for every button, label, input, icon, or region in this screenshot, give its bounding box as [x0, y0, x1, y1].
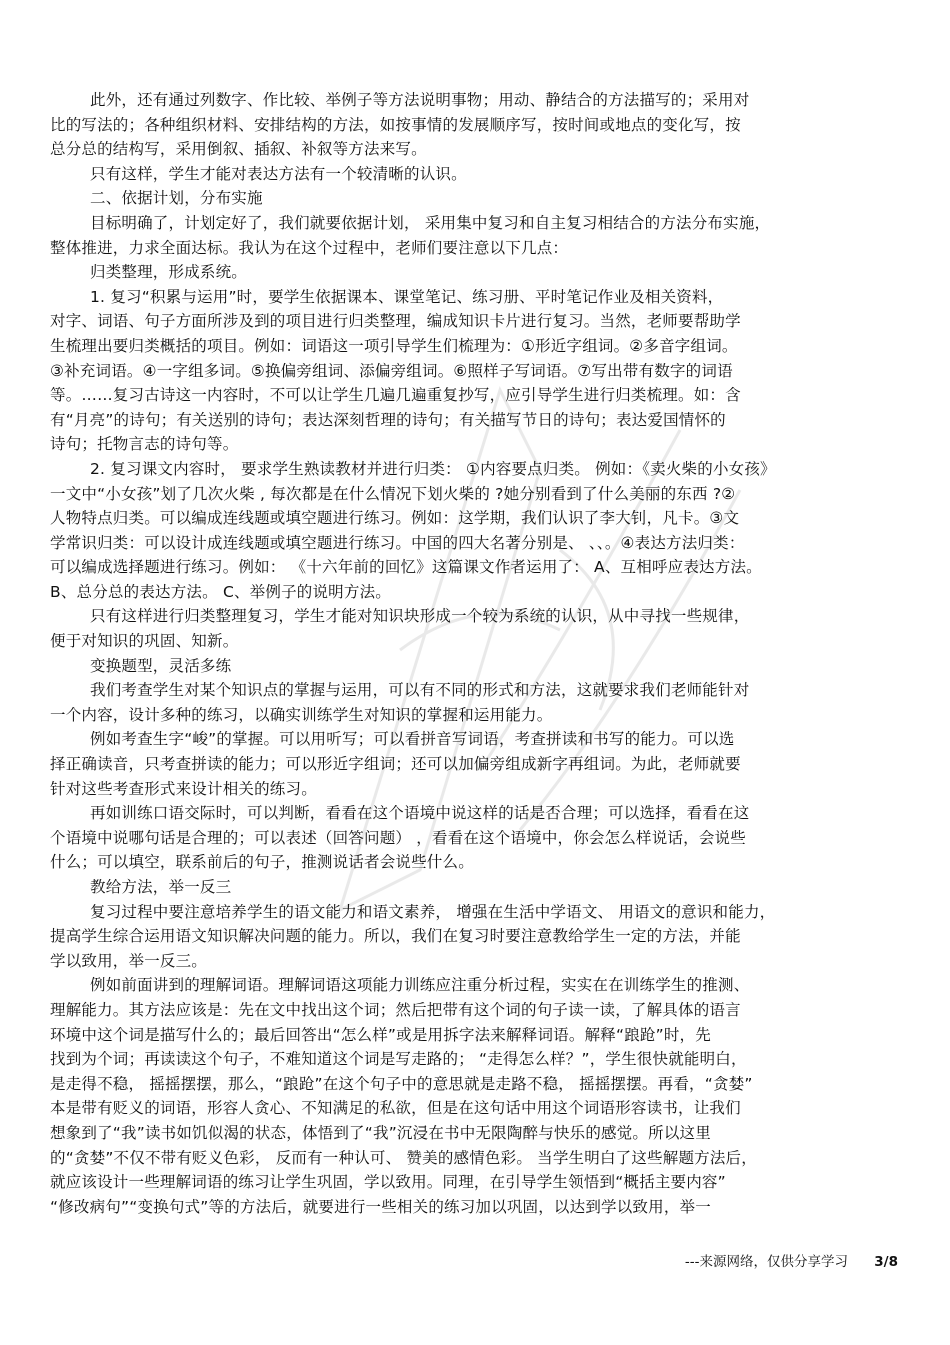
text-line: B、总分总的表达方法。 C、举例子的说明方法。 — [50, 582, 391, 601]
text-line: 对字、词语、句子方面所涉及到的项目进行归类整理，编成知识卡片进行复习。当然，老师要帮助学 — [50, 312, 741, 331]
text-line: 复习过程中要注意培养学生的语文能力和语文素养， 增强在生活中学语文、 用语文的意识和能力， — [90, 902, 776, 921]
text-line: 择正确读音，只考查拼读的能力；可以形近字组词；还可以加偏旁组成新字再组词。为此，老师就要 — [50, 755, 741, 774]
text-line: 想象到了“我”读书如饥似渴的状态，体悟到了“我”沉浸在书中无限陶醉与快乐的感觉。所以这里 — [50, 1123, 711, 1142]
text-line: 此外，还有通过列数字、作比较、举例子等方法说明事物；用动、静结合的方法描写的；采用对 — [90, 91, 750, 109]
text-line: 的“贪婪”不仅不带有贬义色彩， 反而有一种认可、 赞美的感情色彩。 当学生明白了这些解题方法后， — [50, 1148, 757, 1167]
text-line: 提高学生综合运用语文知识解决问题的能力。所以，我们在复习时要注意教给学生一定的方法，并能 — [50, 927, 741, 946]
text-line: 比的写法的；各种组织材料、安排结构的方法，如按事情的发展顺序写，按时间或地点的变化写，按 — [50, 115, 741, 134]
text-line: 只有这样进行归类整理复习，学生才能对知识块形成一个较为系统的认识，从中寻找一些规律， — [90, 607, 750, 626]
text-line: 一个内容，设计多种的练习，以确实训练学生对知识的掌握和运用能力。 — [50, 705, 553, 724]
text-line: 什么；可以填空，联系前后的句子，推测说话者会说些什么。 — [50, 853, 474, 872]
text-line: 总分总的结构写，采用倒叙、插叙、补叙等方法来写。 — [50, 140, 427, 159]
text-line: 学以致用，举一反三。 — [50, 951, 208, 970]
text-line: 例如前面讲到的理解词语。理解词语这项能力训练应注重分析过程，实实在在训练学生的推测、 — [90, 976, 750, 995]
text-line: 针对这些考查形式来设计相关的练习。 — [50, 779, 317, 798]
text-line: 可以编成选择题进行练习。例如： 《十六年前的回忆》这篇课文作者运用了： A、互相呼应表达方法。 — [50, 558, 762, 577]
text-line: 一文中“小女孩”划了几次火柴 , 每次都是在什么情况下划火柴的 ?她分别看到了什么美丽的东西 ?② — [50, 484, 736, 503]
section-heading: 二、依据计划，分布实施 — [90, 189, 263, 208]
text-line: 就应该设计一些理解词语的练习让学生巩固，学以致用。同理，在引导学生领悟到“概括主要内容” — [50, 1173, 726, 1192]
text-line: “修改病句”“变换句式”等的方法后，就要进行一些相关的练习加以巩固，以达到学以致用，举一 — [50, 1197, 711, 1216]
text-line: 有“月亮”的诗句；有关送别的诗句；表达深刻哲理的诗句；有关描写节日的诗句；表达爱国情怀的 — [50, 410, 726, 429]
text-line: 本是带有贬义的词语，形容人贪心、不知满足的私欲，但是在这句话中用这个词语形容读书，让我们 — [50, 1099, 741, 1118]
text-line: 人物特点归类。可以编成连线题或填空题进行练习。例如：这学期，我们认识了李大钊，凡卡。③文 — [50, 509, 740, 528]
text-line: ③补充词语。④一字组多词。⑤换偏旁组词、添偏旁组词。⑥照样子写词语。⑦写出带有数字的词语 — [50, 361, 733, 380]
text-line: 诗句；托物言志的诗句等。 — [50, 435, 239, 454]
page-number: 3/8 — [874, 1254, 898, 1270]
text-line: 1. 复习“积累与运用”时，要学生依据课本、课堂笔记、练习册、平时笔记作业及相关资料， — [90, 287, 724, 306]
text-line: 学常识归类：可以设计成连线题或填空题进行练习。中国的四大名著分别是、 、、。④表达方法归类： — [50, 533, 745, 552]
text-line: 个语境中说哪句话是合理的；可以表述（回答问题） ，看看在这个语境中，你会怎么样说话，会说些 — [50, 828, 746, 847]
text-line: 目标明确了，计划定好了，我们就要依据计划， 采用集中复习和自主复习相结合的方法分布实施， — [90, 213, 771, 232]
page-footer — [685, 1250, 898, 1270]
subsection-heading: 归类整理，形成系统。 — [90, 263, 248, 282]
source-note: ---来源网络，仅供分享学习 — [684, 1254, 848, 1270]
text-line: 等。……复习古诗这一内容时，不可以让学生几遍几遍重复抄写，应引导学生进行归类梳理。如：含 — [50, 386, 741, 405]
subsection-heading: 教给方法，举一反三 — [90, 878, 232, 896]
text-line: 2. 复习课文内容时， 要求学生熟读教材并进行归类： ①内容要点归类。 例如：《卖火柴的小女孩》 — [90, 459, 776, 478]
text-line: 再如训练口语交际时，可以判断，看看在这个语境中说这样的话是否合理；可以选择，看看在这 — [90, 804, 750, 823]
text-line: 便于对知识的巩固、知新。 — [50, 632, 239, 651]
text-line: 理解能力。其方法应该是：先在文中找出这个词；然后把带有这个词的句子读一读，了解具体的语言 — [50, 1000, 741, 1019]
text-line: 找到为个词；再读读这个句子，不难知道这个词是写走路的； “走得怎么样？”，学生很快就能明白， — [50, 1050, 747, 1069]
text-line: 例如考查生字“峻”的掌握。可以用听写；可以看拼音写词语，考查拼读和书写的能力。可以选 — [90, 730, 735, 749]
text-line: 是走得不稳， 摇摇摆摆，那么，“踉跄”在这个句子中的意思就是走路不稳， 摇摇摆摆。再看，“贪婪” — [50, 1074, 753, 1093]
text-line: 环境中这个词是描写什么的；最后回答出“怎么样”或是用拆字法来解释词语。解释“踉跄”时，先 — [50, 1025, 711, 1044]
text-line: 整体推进，力求全面达标。我认为在这个过程中，老师们要注意以下几点： — [50, 238, 569, 257]
body-text — [50, 88, 900, 1219]
text-line: 我们考查学生对某个知识点的掌握与运用，可以有不同的形式和方法，这就要求我们老师能针对 — [90, 681, 750, 700]
subsection-heading: 变换题型，灵活多练 — [90, 656, 232, 675]
text-line: 生梳理出要归类概括的项目。例如：词语这一项引导学生们梳理为：①形近字组词。②多音字组词。 — [50, 336, 738, 355]
text-line: 只有这样，学生才能对表达方法有一个较清晰的认识。 — [90, 164, 467, 183]
